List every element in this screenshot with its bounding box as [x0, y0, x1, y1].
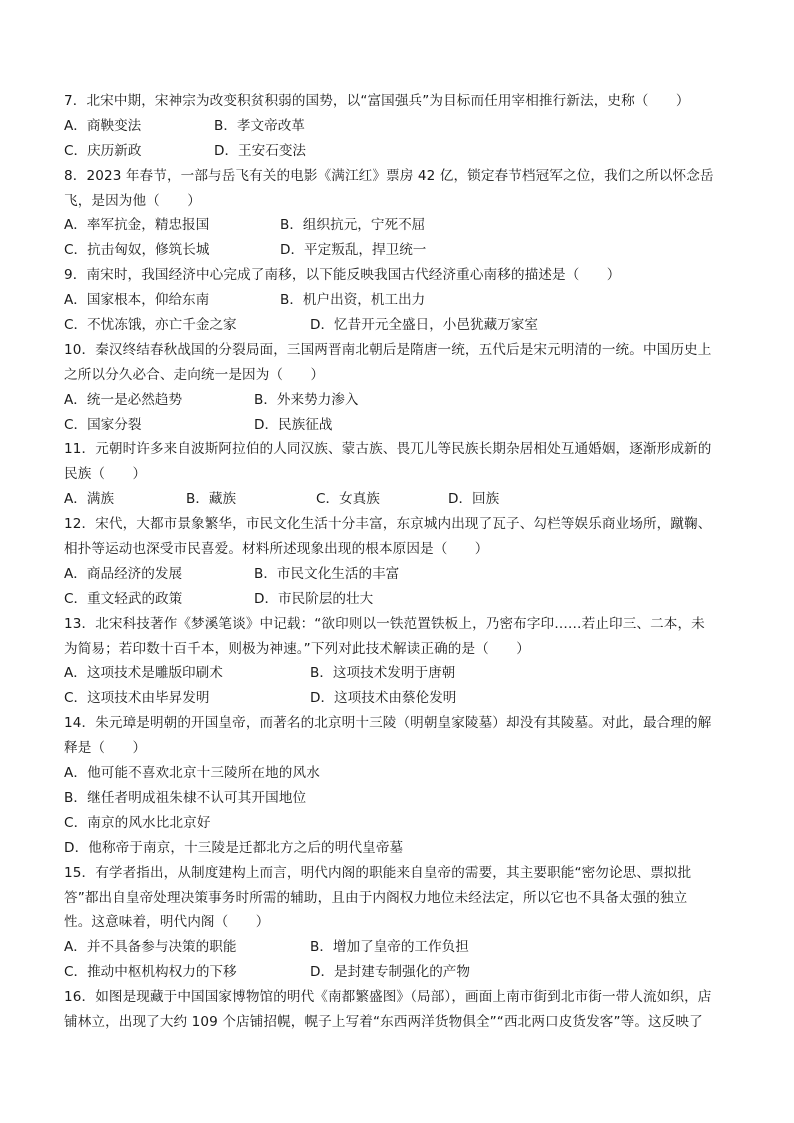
- question-11: [64, 437, 744, 512]
- question-stem: 9．南宋时，我国经济中心完成了南移，以下能反映我国古代经济重心南移的描述是（ ）: [64, 267, 621, 284]
- option-row: [64, 487, 744, 512]
- option-row: [64, 238, 744, 263]
- option-c: C．南京的风水比北京好: [64, 814, 211, 831]
- option-c: C．女真族: [316, 491, 380, 508]
- option-a: A．商品经济的发展: [64, 565, 183, 582]
- question-stem: 16．如图是现藏于中国国家博物馆的明代《南都繁盛图》（局部），画面上南市街到北市街一带人流如织，店: [64, 989, 712, 1006]
- option-b: B．继任者明成祖朱棣不认可其开国地位: [64, 789, 307, 806]
- option-row: [64, 388, 744, 413]
- question-stem: 释是（ ）: [64, 740, 147, 757]
- option-row: [64, 587, 744, 612]
- option-b: B．机户出资，机工出力: [280, 292, 426, 309]
- option-d: D．他称帝于南京，十三陵是迁都北方之后的明代皇帝墓: [64, 839, 404, 856]
- option-c: C．这项技术由毕昇发明: [64, 690, 210, 707]
- option-row: [64, 686, 744, 711]
- option-d: D．忆昔开元全盛日，小邑犹藏万家室: [310, 317, 538, 334]
- question-stem: 15．有学者指出，从制度建构上而言，明代内阁的职能来自皇帝的需要，其主要职能“密勿论思、票拟批: [64, 864, 692, 881]
- question-10: [64, 338, 744, 438]
- option-b: B．外来势力渗入: [254, 391, 359, 408]
- option-c: C．抗击匈奴，修筑长城: [64, 242, 210, 259]
- option-d: D．王安石变法: [214, 142, 307, 159]
- option-row: [64, 935, 744, 960]
- question-stem: 民族（ ）: [64, 466, 147, 483]
- option-row: [64, 114, 744, 139]
- question-stem: 10．秦汉终结春秋战国的分裂局面，三国两晋南北朝后是隋唐一统，五代后是宋元明清的一统。中国历史上: [64, 341, 712, 358]
- option-d: D．是封建专制强化的产物: [310, 964, 470, 981]
- option-d: D．平定叛乱，捍卫统一: [280, 242, 427, 259]
- option-b: B．增加了皇帝的工作负担: [310, 939, 469, 956]
- question-stem: 8．2023 年春节，一部与岳飞有关的电影《满江红》票房 42 亿，锁定春节档冠军之位，我们之所以怀念岳: [64, 167, 714, 184]
- question-12: [64, 512, 744, 612]
- question-9: [64, 263, 744, 338]
- option-row: [64, 139, 744, 164]
- question-stem: 11．元朝时许多来自波斯阿拉伯的人同汉族、蒙古族、畏兀儿等民族长期杂居相处互通婚姻，逐渐形成新的: [64, 441, 712, 458]
- question-14: [64, 711, 744, 860]
- option-row: [64, 288, 744, 313]
- option-a: A．商鞅变法: [64, 117, 142, 134]
- option-row: [64, 213, 744, 238]
- option-a: A．国家根本，仰给东南: [64, 292, 210, 309]
- question-stem: 相扑等运动也深受市民喜爱。材料所述现象出现的根本原因是（ ）: [64, 541, 489, 558]
- option-b: B．孝文帝改革: [214, 117, 305, 134]
- question-stem: 为简易；若印数十百千本，则极为神速。”下列对此技术解读正确的是（ ）: [64, 640, 530, 657]
- option-d: D．这项技术由蔡伦发明: [310, 690, 457, 707]
- option-a: A．满族: [64, 491, 115, 508]
- question-stem: 飞，是因为他（ ）: [64, 192, 201, 209]
- option-c: C．不忧冻饿，亦亡千金之家: [64, 317, 237, 334]
- question-8: [64, 164, 744, 264]
- question-stem: 14．朱元璋是明朝的开国皇帝，而著名的北京明十三陵（明朝皇家陵墓）却没有其陵墓。对此，最合理的解: [64, 715, 712, 732]
- option-d: D．民族征战: [254, 416, 333, 433]
- question-stem: 性。这意味着，明代内阁（ ）: [64, 914, 270, 931]
- question-stem: 7．北宋中期，宋神宗为改变积贫积弱的国势，以“富国强兵”为目标而任用宰相推行新法，史称（ ）: [64, 93, 690, 109]
- option-b: B．这项技术发明于唐朝: [310, 665, 456, 682]
- option-row: [64, 661, 744, 686]
- exam-page: [64, 89, 744, 1035]
- option-a: A．他可能不喜欢北京十三陵所在地的风水: [64, 765, 320, 782]
- option-b: B．藏族: [186, 491, 237, 508]
- question-stem: 铺林立，出现了大约 109 个店铺招幌，幌子上写着“东西两洋货物俱全”“西北两口皮货发客”等。这反映了: [64, 1013, 703, 1030]
- option-c: C．庆历新政: [64, 142, 142, 159]
- option-b: B．组织抗元，宁死不屈: [280, 217, 426, 234]
- option-row: [64, 960, 744, 985]
- option-d: D．市民阶层的壮大: [254, 590, 374, 607]
- option-a: A．统一是必然趋势: [64, 391, 183, 408]
- option-row: [64, 413, 744, 438]
- question-15: [64, 861, 744, 985]
- option-a: A．这项技术是雕版印刷术: [64, 665, 223, 682]
- question-13: [64, 612, 744, 712]
- question-16: [64, 985, 744, 1035]
- option-b: B．市民文化生活的丰富: [254, 565, 400, 582]
- question-stem: 之所以分久必合、走向统一是因为（ ）: [64, 366, 325, 383]
- option-c: C．推动中枢机构权力的下移: [64, 964, 237, 981]
- question-stem: 13．北宋科技著作《梦溪笔谈》中记载：“欲印则以一铁范置铁板上，乃密布字印……若止印三、二本，未: [64, 615, 705, 632]
- option-d: D．回族: [448, 491, 500, 508]
- question-stem: 答”都出自皇帝处理决策事务时所需的辅助，且由于内阁权力地位未经法定，所以它也不具备太强的独立: [64, 889, 688, 906]
- question-7: [64, 89, 744, 164]
- option-a: A．率军抗金，精忠报国: [64, 217, 210, 234]
- option-c: C．重文轻武的政策: [64, 590, 183, 607]
- option-row: [64, 313, 744, 338]
- option-a: A．并不具备参与决策的职能: [64, 939, 237, 956]
- option-row: [64, 562, 744, 587]
- question-stem: 12．宋代，大都市景象繁华，市民文化生活十分丰富，东京城内出现了瓦子、勾栏等娱乐商业场所，蹴鞠、: [64, 516, 712, 533]
- option-c: C．国家分裂: [64, 416, 142, 433]
